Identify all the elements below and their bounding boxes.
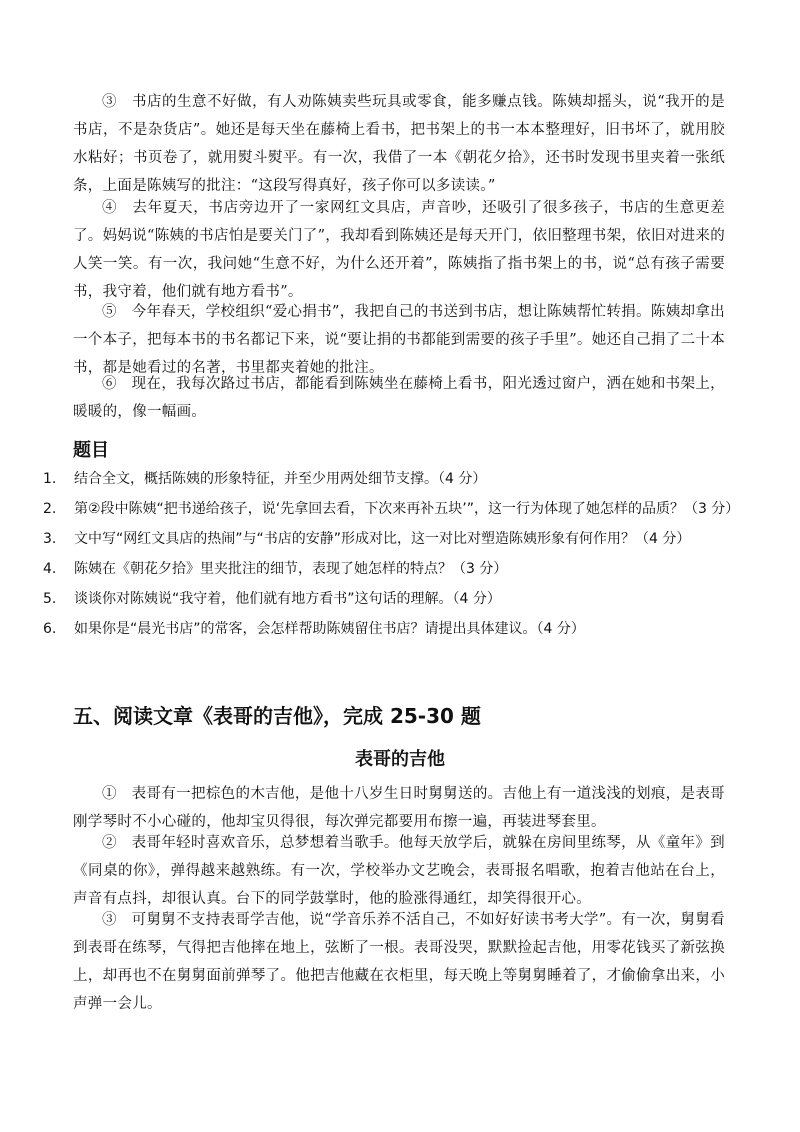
question-text: 谈谈你对陈姨说“我守着，他们就有地方看书”这句话的理解。（4 分） [74, 591, 501, 607]
question-number: 1. [43, 471, 57, 487]
passage-paragraph-4: ④ 去年夏天，书店旁边开了一家网红文具店，声音吵，还吸引了很多孩子，书店的生意更差了。妈妈说“陈姨的书店怕是要关门了”，我却看到陈姨还是每天开门，依旧整理书架，依旧对进来的人笑一笑。有一次，我问她“生意不好，为什么还开着”，陈姨指了指书架上的书，说“总有孩子需要书，我守着，他们就有地方看书”。 [73, 200, 725, 300]
question-number: 4. [43, 561, 57, 577]
question-text: 文中写“网红文具店的热闹”与“书店的安静”形成对比，这一对比对塑造陈姨形象有何作用？（4 分） [74, 531, 691, 547]
passage-paragraph-5: ⑤ 今年春天，学校组织“爱心捐书”，我把自己的书送到书店，想让陈姨帮忙转捐。陈姨却拿出一个本子，把每本书的书名都记下来，说“要让捐的书都能到需要的孩子手里”。她还自己捐了二十本书，都是她看过的名著，书里都夹着她的批注。 [73, 304, 725, 376]
question-number: 2. [43, 501, 57, 517]
article-paragraph-1: ① 表哥有一把棕色的木吉他，是他十八岁生日时舅舅送的。吉他上有一道浅浅的划痕，是表哥刚学琴时不小心碰的，他却宝贝得很，每次弹完都要用布擦一遍，再装进琴套里。 [73, 786, 725, 830]
section-title: 五、阅读文章《表哥的吉他》，完成 25-30 题 [73, 704, 481, 728]
question-item [43, 468, 743, 490]
passage-paragraph-6: ⑥ 现在，我每次路过书店，都能看到陈姨坐在藤椅上看书，阳光透过窗户，洒在她和书架上，暖暖的，像一幅画。 [73, 376, 725, 420]
question-text: 第②段中陈姨“把书递给孩子，说‘先拿回去看，下次来再补五块’”，这一行为体现了她怎样的品质？（3 分） [74, 501, 740, 517]
question-item [43, 618, 743, 640]
question-number: 3. [43, 531, 57, 547]
article-title: 表哥的吉他 [355, 749, 445, 770]
questions-heading: 题目 [73, 440, 109, 461]
question-item [43, 588, 743, 610]
question-text: 陈姨在《朝花夕拾》里夹批注的细节，表现了她怎样的特点？（3 分） [74, 561, 508, 577]
question-number: 6. [43, 621, 57, 637]
question-item [43, 528, 743, 550]
question-item [43, 498, 743, 520]
question-text: 结合全文，概括陈姨的形象特征，并至少用两处细节支撑。（4 分） [74, 471, 487, 487]
passage-paragraph-3: ③ 书店的生意不好做，有人劝陈姨卖些玩具或零食，能多赚点钱。陈姨却摇头，说“我开的是书店，不是杂货店”。她还是每天坐在藤椅上看书，把书架上的书一本本整理好，旧书坏了，就用胶水粘好；书页卷了，就用熨斗熨平。有一次，我借了一本《朝花夕拾》，还书时发现书里夹着一张纸条，上面是陈姨写的批注：“这段写得真好，孩子你可以多读读。” [73, 94, 725, 194]
question-number: 5. [43, 591, 57, 607]
article-paragraph-2: ② 表哥年轻时喜欢音乐，总梦想着当歌手。他每天放学后，就躲在房间里练琴，从《童年》到《同桌的你》，弹得越来越熟练。有一次，学校举办文艺晚会，表哥报名唱歌，抱着吉他站在台上，声音有点抖，却很认真。台下的同学鼓掌时，他的脸涨得通红，却笑得很开心。 [73, 835, 725, 907]
question-text: 如果你是“晨光书店”的常客，会怎样帮助陈姨留住书店？请提出具体建议。（4 分） [74, 621, 585, 637]
article-paragraph-3: ③ 可舅舅不支持表哥学吉他，说“学音乐养不活自己，不如好好读书考大学”。有一次，舅舅看到表哥在练琴，气得把吉他摔在地上，弦断了一根。表哥没哭，默默捡起吉他，用零花钱买了新弦换上，却再也不在舅舅面前弹琴了。他把吉他藏在衣柜里，每天晚上等舅舅睡着了，才偷偷拿出来，小声弹一会儿。 [73, 912, 725, 1012]
question-list [43, 468, 743, 648]
question-item [43, 558, 743, 580]
